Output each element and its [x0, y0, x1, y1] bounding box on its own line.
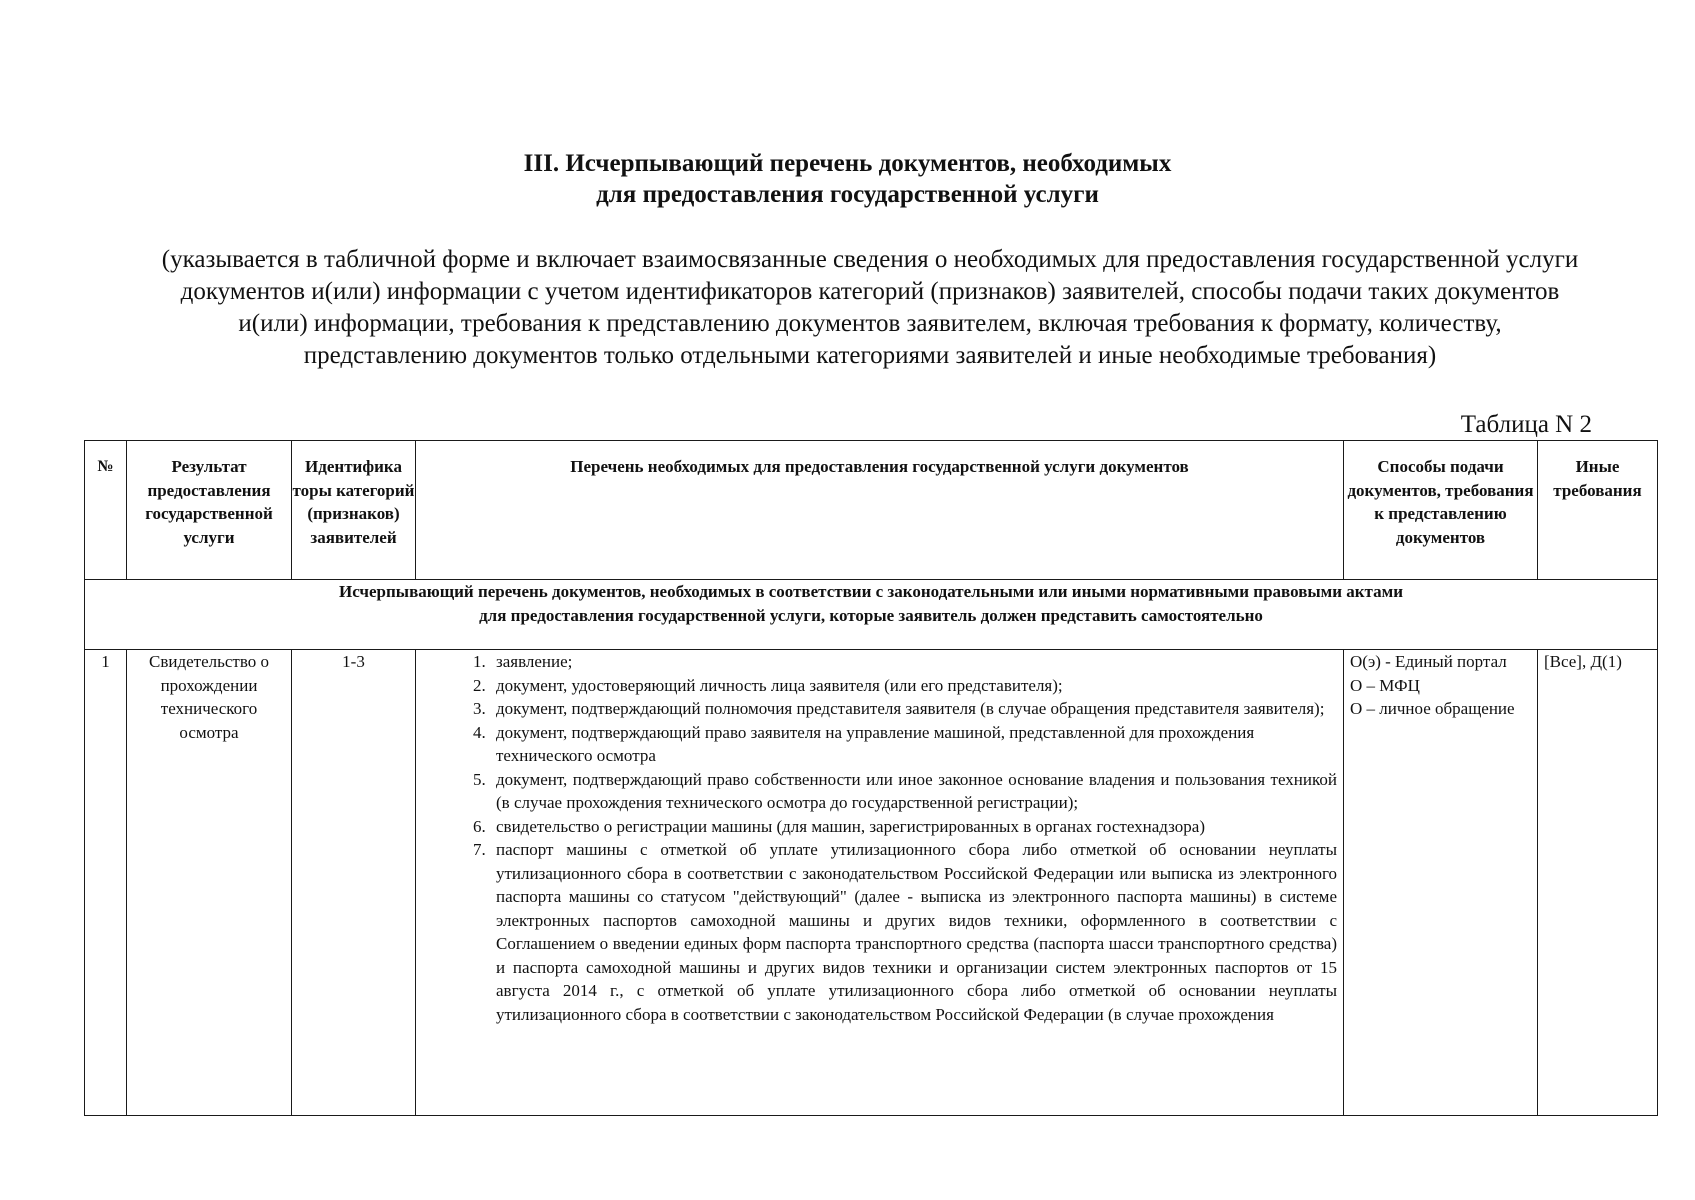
- document-item: 1. заявление;: [490, 650, 1337, 674]
- row-number: 1: [85, 650, 127, 1116]
- table-row: [85, 650, 1658, 1116]
- document-item: 2. документ, удостоверяющий личность лица заявителя (или его представителя);: [490, 674, 1337, 698]
- documents-table: [84, 440, 1658, 1116]
- table-header-row: [85, 441, 1658, 580]
- row-methods: [1344, 650, 1538, 1116]
- row-documents: [416, 650, 1344, 1116]
- section-heading-line-2: для предоставления государственной услуги, которые заявитель должен представить самостоятельно: [479, 605, 1263, 625]
- page-title-line-1: III. Исчерпывающий перечень документов, необходимых: [523, 150, 1172, 177]
- header-other: Иные требования: [1538, 441, 1658, 580]
- method-item: О – личное обращение: [1350, 699, 1515, 718]
- header-identifiers: Идентифика торы категорий (признаков) заявителей: [292, 441, 416, 580]
- document-item: 4. документ, подтверждающий право заявителя на управление машиной, представленной для прохождения технического осмотра: [490, 721, 1337, 768]
- method-item: О – МФЦ: [1350, 675, 1420, 695]
- page-title: [0, 148, 1695, 210]
- document-item: 7. паспорт машины с отметкой об уплате утилизационного сбора либо отметкой об основании неуплаты утилизационного сбора в соответствии с законодательством Российской Федерации или выписка из электронного паспорта машины со статусом "действующий" (далее - выписка из электронного паспорта машины) в системе электронных паспортов самоходной машины и других видов техники, оформленного в соответствии с Соглашением о введении единых форм паспорта транспортного средства (паспорта шасси транспортного средства) и паспорта самоходной машины и других видов техники и организации систем электронных паспортов от 15 августа 2014 г., с отметкой об уплате утилизационного сбора либо отметкой об основании неуплаты утилизационного сбора в соответствии с законодательством Российской Федерации (в случае прохождения: [490, 838, 1337, 1026]
- row-result: Свидетельство о прохождении технического осмотра: [127, 650, 292, 1116]
- document-item: 6. свидетельство о регистрации машины (для машин, зарегистрированных в органах гостехнадзора): [490, 815, 1337, 839]
- section-heading: [85, 580, 1658, 650]
- header-methods: Способы подачи документов, требования к представлению документов: [1344, 441, 1538, 580]
- documents-list: [446, 650, 1337, 1026]
- row-identifiers: 1-3: [292, 650, 416, 1116]
- intro-paragraph: (указывается в табличной форме и включает взаимосвязанные сведения о необходимых для предоставления государственной услуги документов и(или) информации с учетом идентификаторов категорий (признаков) заявителей, способы подачи таких документов и(или) информации, требования к представлению документов заявителем, включая требования к формату, количеству, представлению документов только отдельными категориями заявителей и иные необходимые требования): [161, 246, 1579, 369]
- document-item: 5. документ, подтверждающий право собственности или иное законное основание владения и пользования техникой (в случае прохождения технического осмотра до государственной регистрации);: [490, 768, 1337, 815]
- page-title-line-2: для предоставления государственной услуги: [596, 181, 1099, 208]
- header-num: №: [85, 441, 127, 580]
- header-documents: Перечень необходимых для предоставления государственной услуги документов: [416, 441, 1344, 580]
- header-result: Результат предоставления государственной услуги: [127, 441, 292, 580]
- row-other-requirements: [Все], Д(1): [1538, 650, 1658, 1116]
- document-item: 3. документ, подтверждающий полномочия представителя заявителя (в случае обращения представителя заявителя);: [490, 697, 1337, 721]
- section-heading-row: [85, 580, 1658, 650]
- table-caption: Таблица N 2: [1460, 411, 1592, 438]
- method-item: О(э) - Единый портал: [1350, 652, 1507, 671]
- section-heading-line-1: Исчерпывающий перечень документов, необходимых в соответствии с законодательными или иными нормативными правовыми актами: [339, 582, 1403, 601]
